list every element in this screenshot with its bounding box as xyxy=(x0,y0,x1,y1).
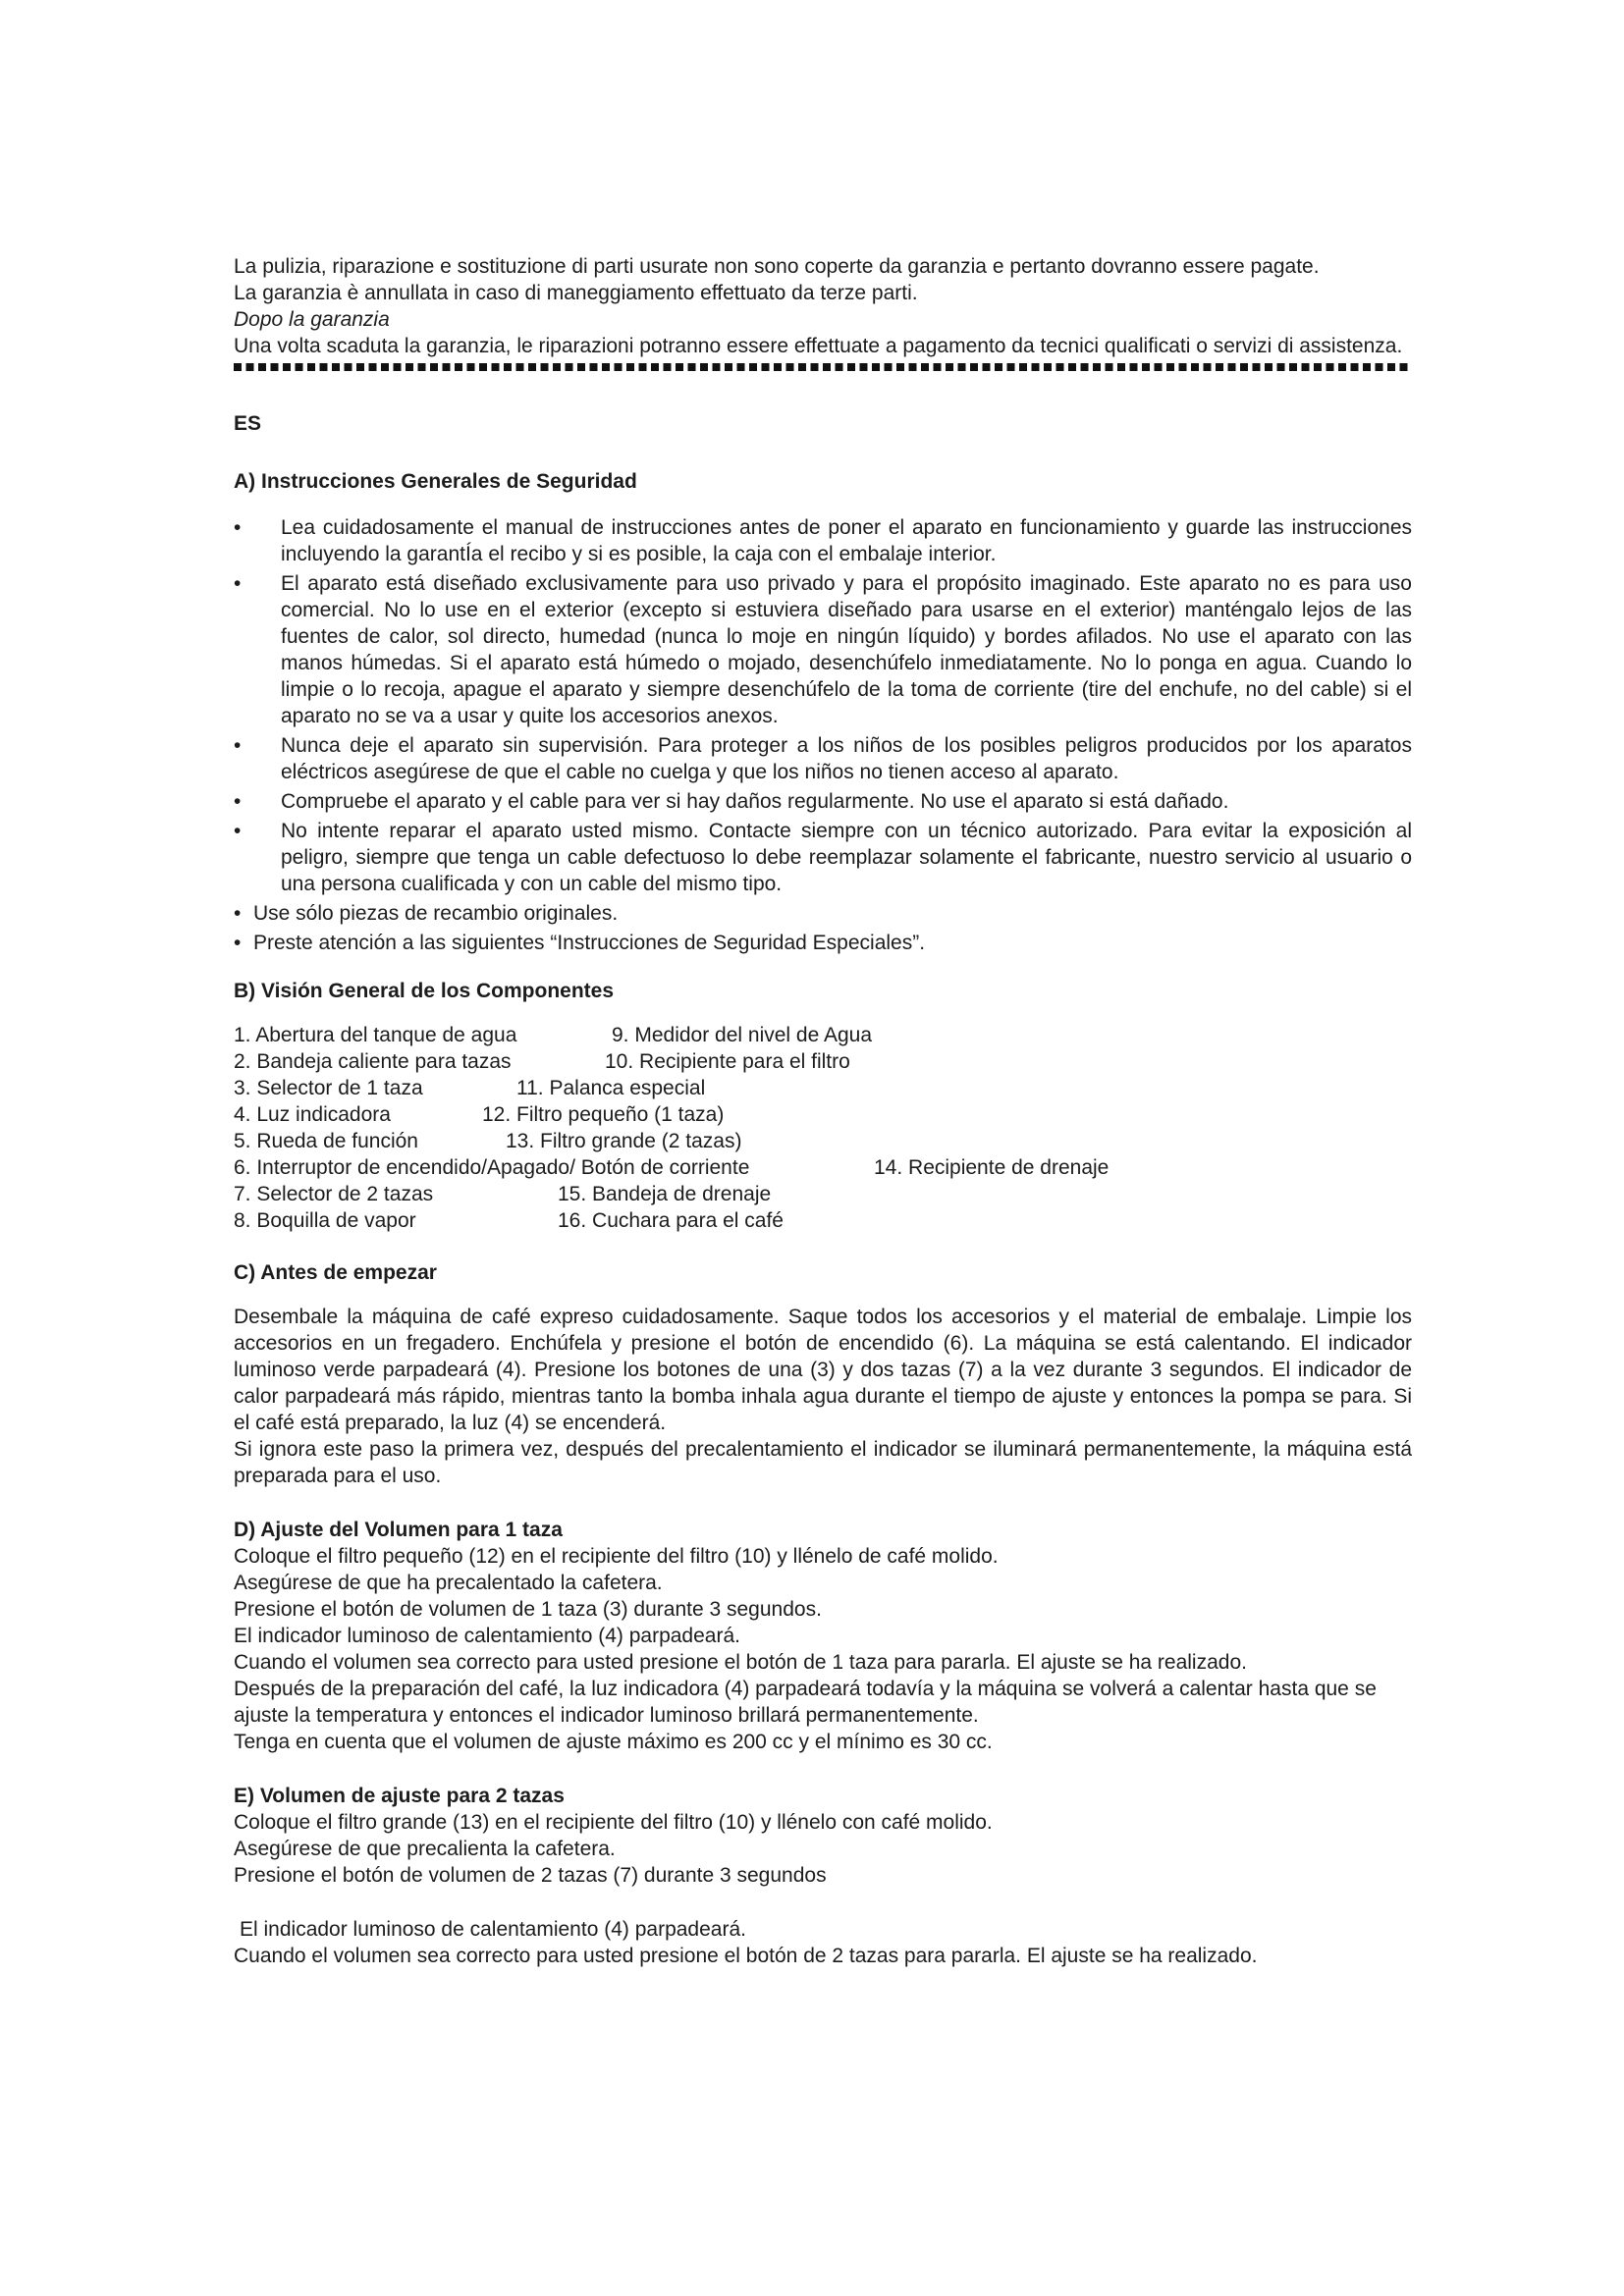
section-d-line: El indicador luminoso de calentamiento (4) parpadeará. xyxy=(234,1625,740,1647)
list-item: • Nunca deje el aparato sin supervisión. Para proteger a los niños de los posibles peligros producidos por los aparatos eléctricos asegúrese de que el cable no cuelga y que los niños no tienen acceso al aparato. xyxy=(234,734,1412,783)
section-c-title: C) Antes de empezar xyxy=(234,1261,437,1284)
list-item: • Preste atención a las siguientes “Instrucciones de Seguridad Especiales”. xyxy=(234,932,926,954)
component-item: 3. Selector de 1 taza xyxy=(234,1077,423,1099)
dotted-separator xyxy=(234,363,1412,371)
component-item: 6. Interruptor de encendido/Apagado/ Botón de corriente xyxy=(234,1156,750,1179)
section-d-line: Después de la preparación del café, la luz indicadora (4) parpadeará todavía y la máquina se volverá a calentar hasta que se ajuste la temperatura y entonces el indicador luminoso brillará permanentemente. xyxy=(234,1678,1377,1727)
section-e-line: Cuando el volumen sea correcto para usted presione el botón de 2 tazas para pararla. El ajuste se ha realizado. xyxy=(234,1945,1258,1967)
section-a-title: A) Instrucciones Generales de Seguridad xyxy=(234,470,637,493)
component-item: 2. Bandeja caliente para tazas xyxy=(234,1050,512,1073)
list-item: • Lea cuidadosamente el manual de instrucciones antes de poner el aparato en funcionamiento y guarde las instrucciones incluyendo la garantÍa el recibo y si es posible, la caja con el embalaje interior. xyxy=(234,516,1412,565)
section-e-line: Asegúrese de que precalienta la cafetera. xyxy=(234,1838,616,1860)
component-item: 15. Bandeja de drenaje xyxy=(558,1183,772,1205)
component-item: 13. Filtro grande (2 tazas) xyxy=(506,1130,742,1152)
list-item: • El aparato está diseñado exclusivamente para uso privado y para el propósito imaginado. Este aparato no es para uso comercial. No lo use en el exterior (excepto si estuviera diseñado para usarse en el exterior) manténgalo lejos de las fuentes de calor, sol directo, humedad (nunca lo moje en ningún líquido) y bordes afilados. No use el aparato con las manos húmedas. Si el aparato está húmedo o mojado, desenchúfelo inmediatamente. No lo ponga en agua. Cuando lo limpie o lo recoja, apague el aparato y siempre desenchúfelo de la toma de corriente (tire del enchufe, no del cable) si el aparato no se va a usar y quite los accesorios anexos. xyxy=(234,572,1412,727)
component-item: 10. Recipiente para el filtro xyxy=(605,1050,850,1073)
component-item: 12. Filtro pequeño (1 taza) xyxy=(482,1103,725,1126)
component-item: 11. Palanca especial xyxy=(516,1077,706,1099)
section-c-paragraph-1: Desembale la máquina de café expreso cuidadosamente. Saque todos los accesorios y el material de embalaje. Limpie los accesorios en un fregadero. Enchúfela y presione el botón de encendido (6). La máquina se está calentando. El indicador luminoso verde parpadeará (4). Presione los botones de una (3) y dos tazas (7) a la vez durante 3 segundos. El indicador de calor parpadeará más rápido, mientras tanto la bomba inhala agua durante el tiempo de ajuste y entonces la pompa se para. Si el café está preparado, la luz (4) se encenderá. xyxy=(234,1306,1412,1434)
section-e-line: Presione el botón de volumen de 2 tazas (7) durante 3 segundos xyxy=(234,1864,827,1887)
section-d-line: Cuando el volumen sea correcto para usted presione el botón de 1 taza para pararla. El ajuste se ha realizado. xyxy=(234,1651,1247,1674)
component-item: 7. Selector de 2 tazas xyxy=(234,1183,434,1205)
section-c-body xyxy=(234,1304,1412,1489)
intro-paragraph-1: La pulizia, riparazione e sostituzione di parti usurate non sono coperte da garanzia e pertanto dovranno essere pagate. xyxy=(234,255,1320,278)
section-d-line: Tenga en cuenta que el volumen de ajuste máximo es 200 cc y el mínimo es 30 cc. xyxy=(234,1731,993,1753)
section-e-title: E) Volumen de ajuste para 2 tazas xyxy=(234,1785,565,1807)
safety-bullet-list xyxy=(234,514,1412,956)
component-item: 9. Medidor del nivel de Agua xyxy=(612,1024,873,1046)
intro-paragraph-2: La garanzia è annullata in caso di maneggiamento effettuato da terze parti. xyxy=(234,282,918,304)
component-item: 1. Abertura del tanque de agua xyxy=(234,1024,517,1046)
section-e-line: El indicador luminoso de calentamiento (4) parpadeará. xyxy=(240,1918,746,1941)
component-item: 14. Recipiente de drenaje xyxy=(874,1156,1110,1179)
section-d-title: D) Ajuste del Volumen para 1 taza xyxy=(234,1519,563,1541)
components-list xyxy=(234,1022,1412,1234)
list-item: • Compruebe el aparato y el cable para ver si hay daños regularmente. No use el aparato si está dañado. xyxy=(234,790,1229,813)
section-c-paragraph-2: Si ignora este paso la primera vez, después del precalentamiento el indicador se iluminará permanentemente, la máquina está preparada para el uso. xyxy=(234,1438,1412,1487)
section-d-line: Coloque el filtro pequeño (12) en el recipiente del filtro (10) y llénelo de café molido. xyxy=(234,1545,999,1568)
section-e-line: Coloque el filtro grande (13) en el recipiente del filtro (10) y llénelo con café molido. xyxy=(234,1811,993,1834)
section-d-line: Presione el botón de volumen de 1 taza (3) durante 3 segundos. xyxy=(234,1598,822,1621)
component-item: 16. Cuchara para el café xyxy=(558,1209,784,1232)
section-d-line: Asegúrese de que ha precalentado la cafetera. xyxy=(234,1572,663,1594)
intro-paragraph-4: Una volta scaduta la garanzia, le riparazioni potranno essere effettuate a pagamento da tecnici qualificati o servizi di assistenza. xyxy=(234,335,1403,357)
language-code: ES xyxy=(234,412,262,435)
component-item: 4. Luz indicadora xyxy=(234,1103,391,1126)
document-page xyxy=(234,253,1412,1969)
section-d-body xyxy=(234,1543,1412,1755)
intro-subheading: Dopo la garanzia xyxy=(234,308,390,331)
component-item: 5. Rueda de función xyxy=(234,1130,418,1152)
list-item: • Use sólo piezas de recambio originales. xyxy=(234,902,619,925)
section-b-title: B) Visión General de los Componentes xyxy=(234,980,615,1002)
list-item: • No intente reparar el aparato usted mismo. Contacte siempre con un técnico autorizado. Para evitar la exposición al peligro, siempre que tenga un cable defectuoso lo debe reemplazar solamente el fabricante, nuestro servicio al usuario o una persona cualificada y con un cable del mismo tipo. xyxy=(234,820,1412,895)
component-item: 8. Boquilla de vapor xyxy=(234,1209,416,1232)
section-e-body xyxy=(234,1809,1412,1969)
